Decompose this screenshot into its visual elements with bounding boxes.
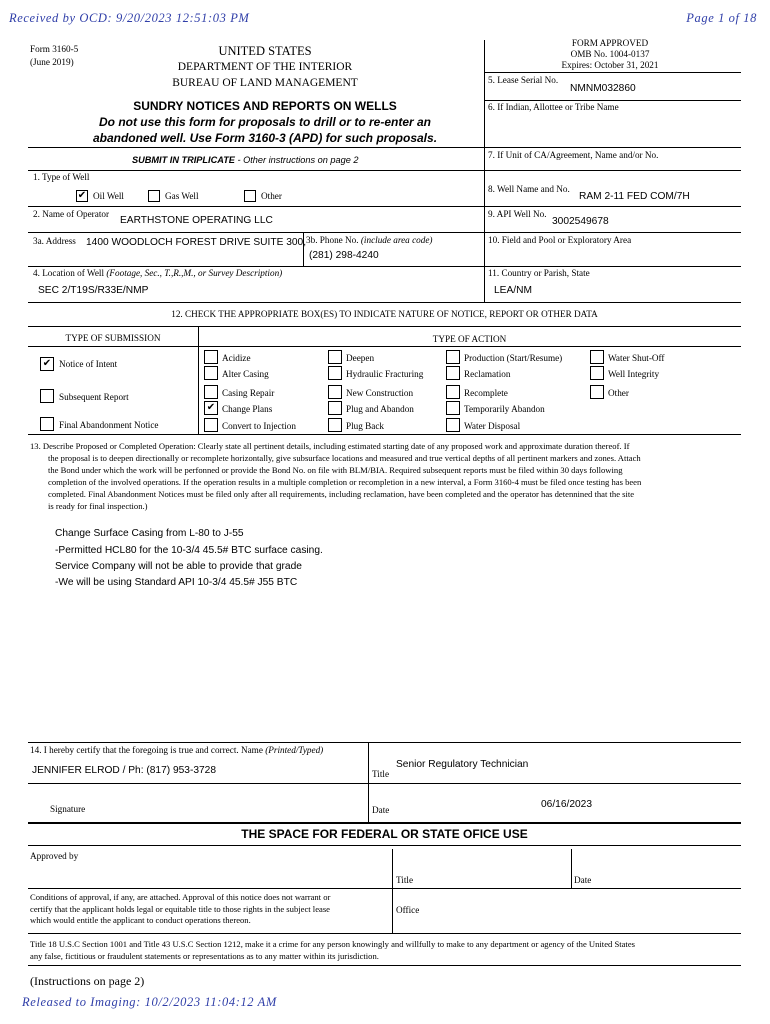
well-name-value: RAM 2-11 FED COM/7H xyxy=(579,191,690,202)
description-line-1: Change Surface Casing from L-80 to J-55 xyxy=(55,528,244,539)
address-label: 3a. Address xyxy=(33,236,76,246)
plug-abandon-label: Plug and Abandon xyxy=(346,404,414,414)
water-disposal-label: Water Disposal xyxy=(464,421,521,431)
casing-repair-checkbox[interactable] xyxy=(204,385,218,399)
form-subtitle-2: abandoned well. Use Form 3160-3 (APD) for such proposals. xyxy=(92,131,438,145)
deepen-label: Deepen xyxy=(346,353,375,363)
hydraulic-fracturing-checkbox[interactable] xyxy=(328,366,342,380)
temp-abandon-checkbox[interactable] xyxy=(446,401,460,415)
gas-well-label: Gas Well xyxy=(165,191,199,201)
oil-well-label: Oil Well xyxy=(93,191,124,201)
expiration: Expires: October 31, 2021 xyxy=(561,60,659,70)
other-action-checkbox[interactable] xyxy=(590,385,604,399)
other-well-label: Other xyxy=(261,191,282,201)
conditions-text: Conditions of approval, if any, are attached. Approval of this notice does not warrant or certify that the applicant holds legal or equitable title to those rights in the subject lease which would entitle the applicant to conduct operations thereon. xyxy=(30,892,331,925)
date-label: Date xyxy=(372,805,390,815)
description-line-4: -We will be using Standard API 10-3/4 45.5# J55 BTC xyxy=(55,577,298,588)
signature-label: Signature xyxy=(50,804,86,814)
other-well-checkbox[interactable] xyxy=(244,190,256,202)
new-construction-checkbox[interactable] xyxy=(328,385,342,399)
address-value: 1400 WOODLOCH FOREST DRIVE SUITE 300, xyxy=(86,237,307,248)
oil-well-checkbox[interactable]: ✔ xyxy=(77,190,87,201)
type-of-well-label: 1. Type of Well xyxy=(33,172,90,182)
indian-label: 6. If Indian, Allottee or Tribe Name xyxy=(488,102,619,112)
change-plans-checkbox[interactable]: ✔ xyxy=(204,401,218,415)
form-approved: FORM APPROVED xyxy=(571,38,649,48)
water-shutoff-label: Water Shut-Off xyxy=(608,353,665,363)
released-stamp: Released to Imaging: 10/2/2023 11:04:12 AM xyxy=(22,995,277,1009)
title-value: Senior Regulatory Technician xyxy=(396,759,529,770)
well-name-label: 8. Well Name and No. xyxy=(488,184,570,194)
form-date: (June 2019) xyxy=(30,57,74,67)
description-line-3: Service Company will not be able to provide that grade xyxy=(55,561,302,572)
section13-instructions: 13. Describe Proposed or Completed Operation: Clearly state all pertinent details, including estimated starting date of any proposed work and approximate duration thereof. If the proposal is to deepen directionally or recomplete horizontally, give subsurface locations and measured and true vertical depths of all pertinent markers and zones. Attach the Bond under which the work will be perfonned or provide the Bond No. on file with BLM/BIA. Required subsequent reports must be filed within 30 days following completion of the involved operations. If the operation results in a multiple completion or recompletion in a new interval, a Form 3160-4 must be filed once testing has been completed. Final Abandonment Notices must be filed only after all requirements, including reclamation, have been completed and the operator has detennined that the site is ready for final inspection.) xyxy=(30,441,642,511)
lease-value: NMNM032860 xyxy=(570,83,636,94)
agency-line-2: DEPARTMENT OF THE INTERIOR xyxy=(177,61,353,73)
agency-line-1: UNITED STATES xyxy=(218,44,312,58)
production-label: Production (Start/Resume) xyxy=(464,353,563,363)
phone-label: 3b. Phone No. (include area code) xyxy=(306,235,433,245)
well-integrity-label: Well Integrity xyxy=(608,369,660,379)
hydraulic-fracturing-label: Hydraulic Fracturing xyxy=(346,369,424,379)
operator-value: EARTHSTONE OPERATING LLC xyxy=(120,215,273,226)
description-line-2: -Permitted HCL80 for the 10-3/4 45.5# BTC surface casing. xyxy=(55,545,323,556)
field-pool-label: 10. Field and Pool or Exploratory Area xyxy=(488,235,632,245)
certify-label: 14. I hereby certify that the foregoing is true and correct. Name (Printed/Typed) xyxy=(30,745,324,755)
final-abandonment-label: Final Abandonment Notice xyxy=(59,420,159,430)
lease-label: 5. Lease Serial No. xyxy=(488,75,559,85)
acidize-checkbox[interactable] xyxy=(204,350,218,364)
received-stamp: Received by OCD: 9/20/2023 12:51:03 PM xyxy=(9,11,250,25)
convert-injection-checkbox[interactable] xyxy=(204,418,218,432)
fed-title-label: Title xyxy=(396,875,414,885)
unit-label: 7. If Unit of CA/Agreement, Name and/or No. xyxy=(488,150,659,160)
final-abandonment-checkbox[interactable] xyxy=(40,417,54,431)
approved-by-label: Approved by xyxy=(30,851,79,861)
agency-line-3: BUREAU OF LAND MANAGEMENT xyxy=(172,77,358,89)
api-value: 3002549678 xyxy=(552,216,609,227)
operator-label: 2. Name of Operator xyxy=(33,209,110,219)
new-construction-label: New Construction xyxy=(346,388,414,398)
phone-value: (281) 298-4240 xyxy=(309,250,379,261)
type-of-submission-header: TYPE OF SUBMISSION xyxy=(65,333,161,343)
recomplete-checkbox[interactable] xyxy=(446,385,460,399)
county-value: LEA/NM xyxy=(494,285,532,296)
gas-well-checkbox[interactable] xyxy=(148,190,160,202)
notice-of-intent-checkbox[interactable]: ✔ xyxy=(40,357,54,371)
county-label: 11. Country or Parish, State xyxy=(488,268,590,278)
production-checkbox[interactable] xyxy=(446,350,460,364)
date-value: 06/16/2023 xyxy=(541,799,592,810)
acidize-label: Acidize xyxy=(222,353,251,363)
omb-number: OMB No. 1004-0137 xyxy=(570,49,650,59)
form-title: SUNDRY NOTICES AND REPORTS ON WELLS xyxy=(133,99,397,113)
reclamation-label: Reclamation xyxy=(464,369,511,379)
federal-heading: THE SPACE FOR FEDERAL OR STATE OFICE USE xyxy=(241,827,528,841)
form-number: Form 3160-5 xyxy=(30,44,79,54)
page-number: Page 1 of 18 xyxy=(686,11,757,25)
fed-date-label: Date xyxy=(574,875,592,885)
office-label: Office xyxy=(396,905,420,915)
type-of-action-header: TYPE OF ACTION xyxy=(432,334,507,344)
title-label: Title xyxy=(372,769,390,779)
subsequent-report-checkbox[interactable] xyxy=(40,389,54,403)
submit-triplicate: SUBMIT IN TRIPLICATE - Other instructions on page 2 xyxy=(132,155,359,165)
water-shutoff-checkbox[interactable] xyxy=(590,350,604,364)
section12-title: 12. CHECK THE APPROPRIATE BOX(ES) TO INDICATE NATURE OF NOTICE, REPORT OR OTHER DATA xyxy=(171,309,598,319)
subsequent-report-label: Subsequent Report xyxy=(59,392,129,402)
deepen-checkbox[interactable] xyxy=(328,350,342,364)
location-value: SEC 2/T19S/R33E/NMP xyxy=(38,285,149,296)
form-subtitle-1: Do not use this form for proposals to drill or to re-enter an xyxy=(98,115,432,129)
reclamation-checkbox[interactable] xyxy=(446,366,460,380)
notice-of-intent-label: Notice of Intent xyxy=(59,359,118,369)
plug-back-checkbox[interactable] xyxy=(328,418,342,432)
convert-injection-label: Convert to Injection xyxy=(222,421,296,431)
casing-repair-label: Casing Repair xyxy=(222,388,275,398)
api-label: 9. API Well No. xyxy=(488,209,547,219)
other-action-label: Other xyxy=(608,388,629,398)
location-label: 4. Location of Well (Footage, Sec., T.,R.,M., or Survey Description) xyxy=(33,268,283,278)
plug-abandon-checkbox[interactable] xyxy=(328,401,342,415)
well-integrity-checkbox[interactable] xyxy=(590,366,604,380)
change-plans-label: Change Plans xyxy=(222,404,273,414)
usc-notice: Title 18 U.S.C Section 1001 and Title 43 U.S.C Section 1212, make it a crime for any person knowingly and willfully to make to any department or agency of the United States any false, fictitious or fraudulent statements or representations as to any matter within its jurisdiction. xyxy=(30,939,635,961)
signer-name: JENNIFER ELROD / Ph: (817) 953-3728 xyxy=(32,765,217,776)
instructions-footer: (Instructions on page 2) xyxy=(30,974,145,988)
alter-casing-label: Alter Casing xyxy=(222,369,269,379)
water-disposal-checkbox[interactable] xyxy=(446,418,460,432)
temp-abandon-label: Temporarily Abandon xyxy=(464,404,545,414)
recomplete-label: Recomplete xyxy=(464,388,508,398)
alter-casing-checkbox[interactable] xyxy=(204,366,218,380)
plug-back-label: Plug Back xyxy=(346,421,385,431)
